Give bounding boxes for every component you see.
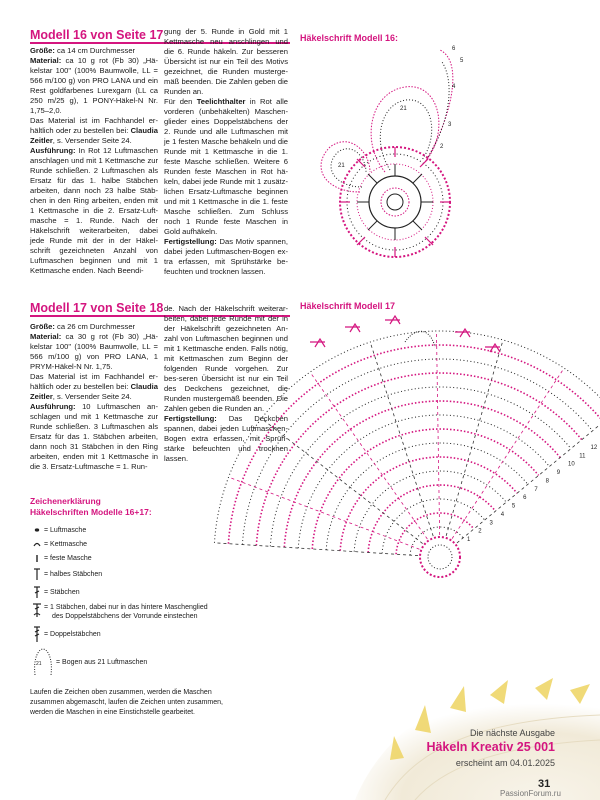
model16-arch-label: 21 <box>338 163 345 169</box>
double-crochet-icon <box>30 586 44 598</box>
legend-label: = 1 Stäbchen, dabei nur in das hintere Maschenglied des Doppelstäbchens der Vorrunde einstechen <box>44 604 208 620</box>
half-double-crochet-icon <box>30 568 44 580</box>
legend-title: Zeichenerklärung <box>30 496 101 506</box>
single-crochet-icon <box>30 552 44 564</box>
model16-arch-label: 21 <box>400 106 407 112</box>
legend-label: = Kettmasche <box>44 540 87 548</box>
model16-diagram-title: Häkelschrift Modell 16: <box>300 33 399 43</box>
model17-text-column-2 <box>164 304 288 464</box>
model17-round-arc <box>396 513 474 554</box>
model17-round-label: 6 <box>523 495 527 502</box>
model17-round-arc <box>340 457 517 551</box>
legend-subtitle: Häkelschriften Modelle 16+17: <box>30 507 152 517</box>
model17-stitch-spoke <box>311 373 428 539</box>
model17-stitch-spoke <box>436 332 439 535</box>
model17-round-label: 5 <box>511 503 516 510</box>
model17-round-label: 7 <box>534 486 538 493</box>
model17-round-arc <box>382 499 485 553</box>
chain-arch-icon <box>30 647 56 677</box>
legend-item <box>30 601 310 623</box>
model16-round-label: 5 <box>460 58 464 64</box>
legend-label: = halbes Stäbchen <box>44 570 103 578</box>
model16-text-column-2 <box>164 27 288 277</box>
model16-heading: Modell 16 von Seite 17 <box>30 28 164 42</box>
next-issue-intro: Die nächste Ausgabe <box>469 728 555 738</box>
model17-stitch-spoke <box>457 414 600 543</box>
model16-round-label: 4 <box>452 84 456 90</box>
model17-round-arc <box>354 471 506 552</box>
legend-item <box>30 565 310 583</box>
model17-text-column-1 <box>30 322 158 472</box>
model17-round-label: 12 <box>590 444 598 451</box>
legend-item <box>30 645 310 679</box>
legend-label: = Doppelstäbchen <box>44 630 101 638</box>
model17-col2-text: de. Nach der Häkelschrift weiterar-beiten, dabei jede Runde mit der in der Häkelschrift gezeichneten An-zahl von Luftmaschen beginnen und mit 1 Kettmasche enden. Falls nötig, mit Kettmaschen zum Beginn der folgenden Runde vorgehen. Zur bes-seren Übersicht ist nur ein Teil des Deckchens gezeichnet, die Runden mustergemäß beenden. Die Zahlen geben die Runden an. Fertigstellung: Das Deckchen spannen, dabei jeden Luftmaschen-Bogen extra erfassen, mit Sprüh-stärke befeuchten und trocknen lassen. <box>164 304 288 463</box>
watermark: PassionForum.ru <box>500 789 561 798</box>
legend-item <box>30 537 310 551</box>
model17-round-arc <box>312 429 538 549</box>
legend-footnote: Laufen die Zeichen oben zusammen, werden die Maschen zusammen abgemascht, laufen die Zeichen unten zusammen, werden die Maschen in eine Einstichstelle gearbeitet. <box>30 689 223 716</box>
model17-round-label: 2 <box>478 528 482 535</box>
treble-crochet-icon <box>30 625 44 643</box>
model17-round-label: 10 <box>568 461 575 468</box>
svg-text:21: 21 <box>36 661 42 667</box>
legend-label: = Bogen aus 21 Luftmaschen <box>56 658 148 666</box>
model16-round-label: 6 <box>452 46 456 52</box>
model16-round-label: 2 <box>440 144 444 150</box>
model16-round-label: 3 <box>448 122 452 128</box>
model17-round-arc <box>298 415 549 548</box>
legend-label: = Stäbchen <box>44 588 80 596</box>
model16-col2-text: gung der 5. Runde in Gold mit 1 Kettmasche neu anschlingen und die 6. Runde häkeln. Zur besseren Übersicht ist nur ein Teil des Motivs gezeichnet, die Runden musterge-mäß beenden. Die Zahlen geben die Runden an. Für den Teelichthalter in Rot alle vorderen (unbehäkelten) Maschen-glieder eines Doppelstäbchens der 2. Runde und alle Luftmaschen mit je 1 festen Masche behäkeln und die Runde mit 1 Kettmasche in die 1. feste Masche schließen. Weitere 6 Runden feste Maschen in Rot hä-keln, dabei jede Runde mit 1 zusätz-lichen Ersatz-Luftmasche beginnen und mit 1 Kettmasche in die 1. feste Masche schließen. Zum Schluss noch 1 Runde feste Maschen in Gold aufhäkeln. Fertigstellung: Das Motiv spannen, dabei jeden Luftmaschen-Bogen ex-tra erfassen, mit Sprühstärke be-feuchten und trocknen lassen. <box>164 27 288 276</box>
model17-round-label: 8 <box>545 478 549 485</box>
slip-stitch-icon <box>30 538 44 550</box>
model16-crochet-diagram <box>300 42 470 272</box>
model16-col1-text: Größe: ca 14 cm Durchmesser Material: ca 10 g rot (Fb 30) „Hä-kelstar 100" (100% Baumwolle, LL = 566 m/100 g) von PRO LANA und ein Rest goldfarbenes Lurexgarn (LL ca 250 m/25 g), 1 PONY-Häkel-N Nr. 1,75–2,0. Das Material ist im Fachhandel er-hältlich oder zu bestellen bei: Claudia Zeitler, s. Versender Seite 24. Ausführung: In Rot 12 Luftmaschen anschlagen und mit 1 Kettmasche zur Runde schließen. 2 Luftmaschen als Ersatz für das 1. halbe Stäbchen arbeiten, dann noch 23 halbe Stäb-chen in den Ring arbeiten, enden mit 1 Kettmasche in die 2. Ersatz-Luft-masche = 1. Runde. Nach der Häkelschrift weiterarbeiten, dabei jede Runde mit der in der Häkel-schrift gezeichneten Anzahl von Luftmaschen beginnen und mit 1 Kettmasche enden. Nach Beendi- <box>30 46 158 275</box>
model17-stitch-spoke <box>446 341 503 536</box>
next-issue-title: Häkeln Kreativ 25 001 <box>426 740 555 754</box>
model16-text-column-1 <box>30 46 158 276</box>
model16-petal-top <box>371 87 439 172</box>
legend-item <box>30 551 310 565</box>
model17-diagram-title: Häkelschrift Modell 17 <box>300 301 396 311</box>
legend-label: = Luftmasche <box>44 526 87 534</box>
model17-heading: Modell 17 von Seite 18 <box>30 301 164 315</box>
model17-stitch-spoke <box>452 369 563 539</box>
chain-stitch-icon <box>30 524 44 536</box>
model17-col1-text: Größe: ca 26 cm Durchmesser Material: ca 30 g rot (Fb 30) „Hä-kelstar 100" (100% Baumwolle, LL = 566 m/100 g) von PRO LANA, 1 PRYM-Häkel-N Nr. 1,75. Das Material ist im Fachhandel er-hältlich oder zu bestellen bei: Claudia Zeitler, s. Versender Seite 24. Ausführung: 10 Luftmaschen an-schlagen und mit 1 Kettmasche zur Runde schließen. 3 Luftmaschen als Ersatz für das 1. Stäbchen arbeiten, dann noch 31 Stäbchen in den Ring arbeiten, enden mit 1 Kettmasche in die 3. Ersatz-Luftmasche = 1. Run- <box>30 322 158 471</box>
model17-round-arc <box>284 401 560 547</box>
model17-round-arc <box>270 387 571 546</box>
legend-label: = feste Masche <box>44 554 92 562</box>
model17-stitch-spoke <box>370 343 433 536</box>
legend-list <box>30 523 310 679</box>
model17-round-label: 4 <box>500 511 505 518</box>
model17-round-label: 11 <box>579 453 586 460</box>
model17-round-arc <box>242 359 592 545</box>
model17-round-label: 1 <box>467 537 471 544</box>
model16-petal-left <box>321 142 370 192</box>
legend-item <box>30 623 310 645</box>
model17-round-label: 9 <box>556 470 561 477</box>
legend-item <box>30 583 310 601</box>
model17-round-label: 3 <box>489 520 493 527</box>
next-issue-date: erscheint am 04.01.2025 <box>455 758 555 768</box>
legend-item <box>30 523 310 537</box>
back-loop-double-crochet-icon <box>30 601 44 619</box>
model17-crochet-diagram <box>300 312 598 602</box>
model17-round-arc <box>410 527 463 555</box>
model17-round-arc <box>368 485 495 552</box>
page-number: 31 <box>538 778 551 790</box>
